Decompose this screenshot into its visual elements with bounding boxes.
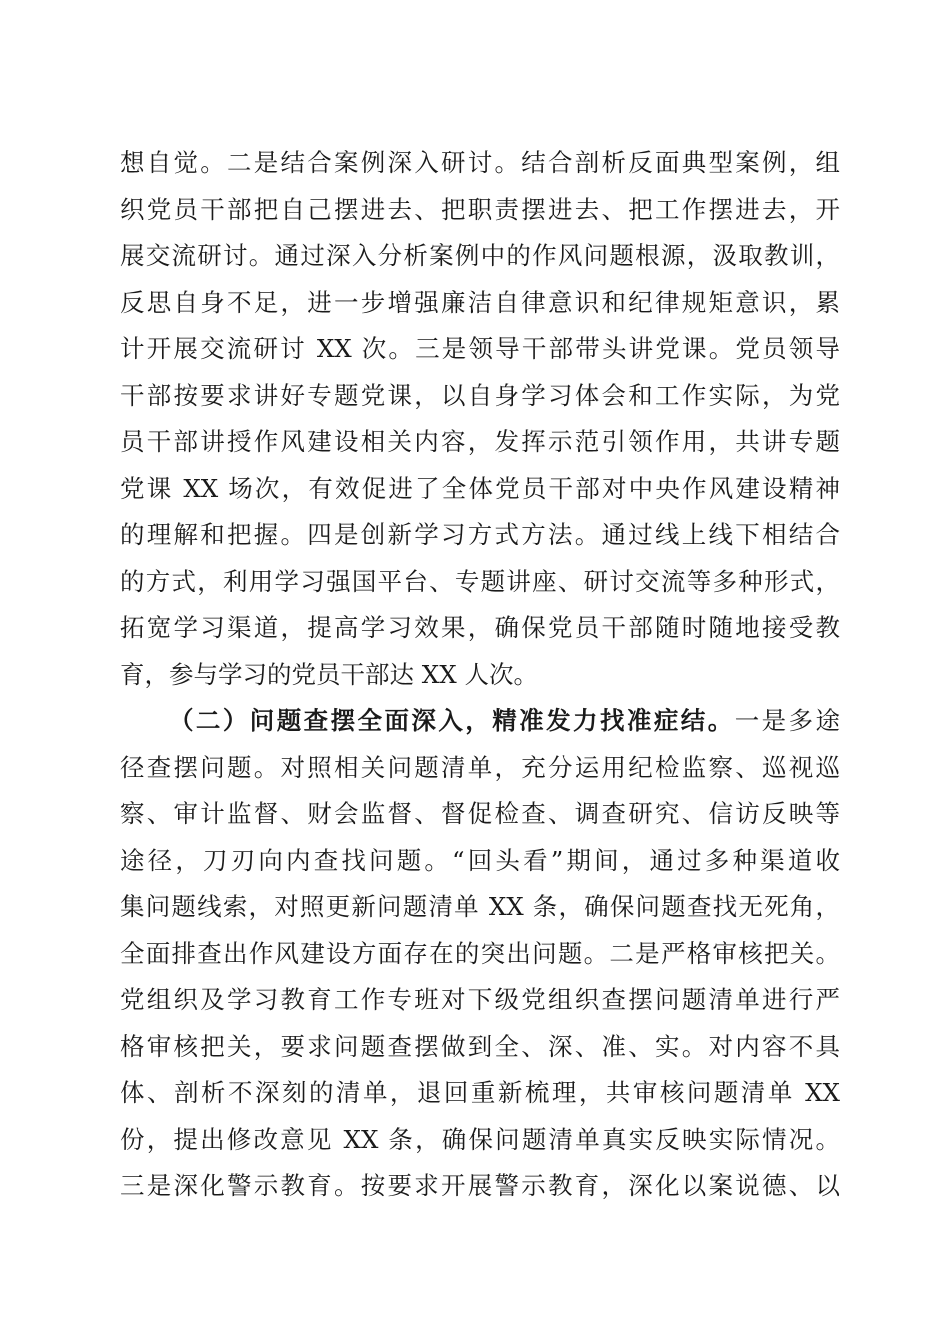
section-heading: （二）问题查摆全面深入，精准发力找准症结。 — [169, 706, 735, 735]
text-line: 格审核把关，要求问题查摆做到全、深、准、实。对内容不具 — [120, 1031, 840, 1061]
text-line: 份，提出修改意见 XX 条，确保问题清单真实反映实际情况。 — [120, 1124, 840, 1154]
text-line: 党课 XX 场次，有效促进了全体党员干部对中央作风建设精神 — [120, 473, 840, 503]
section-heading-line — [120, 698, 840, 745]
text-line: 径查摆问题。对照相关问题清单，充分运用纪检监察、巡视巡 — [120, 752, 840, 782]
text-line: 干部按要求讲好专题党课，以自身学习体会和工作实际，为党 — [120, 380, 840, 410]
text-line: 员干部讲授作风建设相关内容，发挥示范引领作用，共讲专题 — [120, 427, 840, 456]
text-line: 的方式，利用学习强国平台、专题讲座、研讨交流等多种形式， — [120, 566, 840, 596]
text-line: 的理解和把握。四是创新学习方式方法。通过线上线下相结合 — [120, 520, 840, 549]
section-heading-tail: 一是多途 — [734, 706, 840, 735]
text-line: 计开展交流研讨 XX 次。三是领导干部带头讲党课。党员领导 — [120, 334, 840, 363]
text-line: 集问题线索，对照更新问题清单 XX 条，确保问题查找无死角， — [120, 892, 840, 921]
text-line: 展交流研讨。通过深入分析案例中的作风问题根源，汲取教训， — [120, 241, 840, 270]
text-line: 察、审计监督、财会监督、督促检查、调查研究、信访反映等 — [120, 799, 840, 828]
text-line: 全面排查出作风建设方面存在的突出问题。二是严格审核把关。 — [120, 938, 840, 968]
body-text — [120, 140, 840, 1210]
text-line: 三是深化警示教育。按要求开展警示教育，深化以案说德、以 — [120, 1171, 840, 1200]
text-line: 育，参与学习的党员干部达 XX 人次。 — [120, 659, 538, 689]
text-line: 反思自身不足，进一步增强廉洁自律意识和纪律规矩意识，累 — [120, 287, 840, 317]
text-line: 想自觉。二是结合案例深入研讨。结合剖析反面典型案例，组 — [120, 148, 840, 177]
text-line: 织党员干部把自己摆进去、把职责摆进去、把工作摆进去，开 — [120, 194, 840, 224]
text-line: 党组织及学习教育工作专班对下级党组织查摆问题清单进行严 — [120, 985, 840, 1014]
text-line: 途径，刀刃向内查找问题。“回头看”期间，通过多种渠道收 — [120, 845, 840, 875]
text-line: 拓宽学习渠道，提高学习效果，确保党员干部随时随地接受教 — [120, 613, 840, 642]
text-line: 体、剖析不深刻的清单，退回重新梳理，共审核问题清单 XX — [120, 1078, 840, 1107]
